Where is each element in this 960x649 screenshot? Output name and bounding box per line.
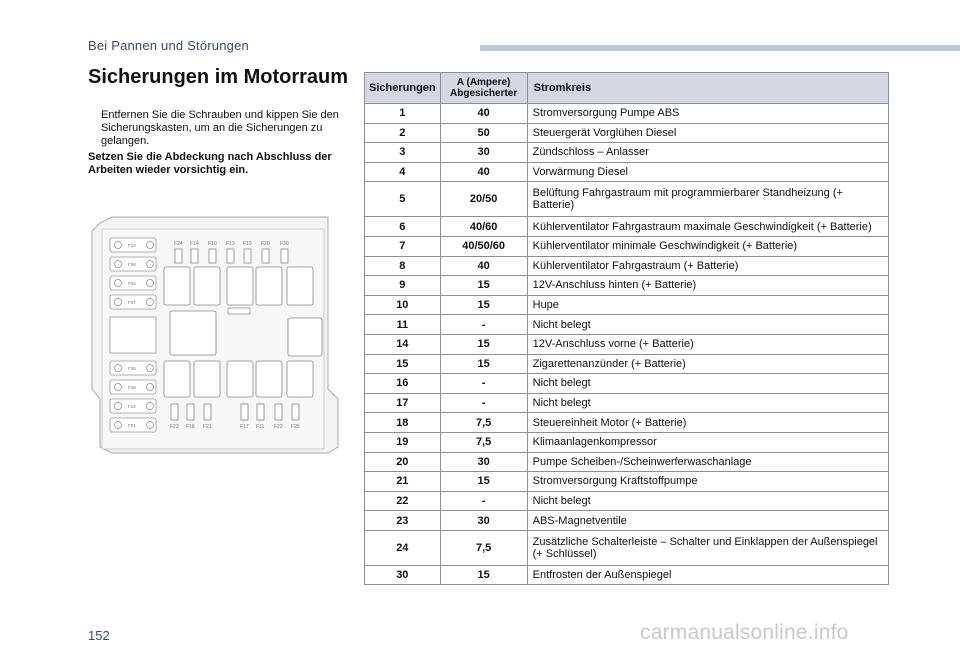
fuse-circuit-text: 12V-Anschluss vorne (+ Batterie)	[532, 338, 694, 351]
mini-fuse	[262, 249, 269, 263]
relay	[287, 361, 313, 397]
fuse-label: F13	[226, 241, 235, 247]
fuse-label: F22	[274, 424, 283, 430]
fuse-number: 15	[365, 354, 441, 374]
mini-fuse	[244, 249, 251, 263]
mini-fuse	[228, 308, 250, 314]
fuse-circuit	[527, 276, 888, 296]
mini-fuse	[191, 249, 198, 263]
relay	[194, 267, 220, 305]
page-title: Sicherungen im Motorraum	[88, 66, 349, 88]
table-row	[365, 491, 889, 511]
fuse-label: F18	[186, 424, 195, 430]
fuse-label: F11	[256, 424, 265, 430]
fuse-circuit	[527, 393, 888, 413]
watermark: carmanualsonline.info	[640, 621, 849, 644]
table-row	[365, 374, 889, 394]
instruction	[88, 109, 340, 148]
table-row	[365, 565, 889, 585]
relay	[164, 267, 190, 305]
table-row	[365, 162, 889, 182]
fuse-circuit-text: Kühlerventilator Fahrgastraum maximale Geschwindigkeit (+ Batterie)	[532, 220, 872, 233]
fuse-ampere: 15	[440, 565, 527, 585]
mini-fuse	[292, 404, 299, 420]
fuse-circuit	[527, 143, 888, 163]
fuse-label: F38	[128, 385, 136, 390]
fuse-label: F36	[128, 366, 136, 371]
page-number: 152	[88, 628, 110, 643]
note: Setzen Sie die Abdeckung nach Abschluss der Arbeiten wieder vorsichtig ein.	[88, 151, 332, 176]
header-ampere-line2: Abgesicherter	[450, 88, 518, 99]
fuse-number: 23	[365, 511, 441, 531]
fuse-number: 10	[365, 295, 441, 315]
fuse-circuit	[527, 530, 888, 565]
fuse-circuit	[527, 413, 888, 433]
mini-fuse	[241, 404, 248, 420]
table-header-row	[365, 73, 889, 104]
fuse-box-diagram	[90, 211, 340, 456]
table-row	[365, 143, 889, 163]
fuse-ampere: -	[440, 491, 527, 511]
fuse-number: 3	[365, 143, 441, 163]
fuse-number: 14	[365, 334, 441, 354]
instruction-text: Entfernen Sie die Schrauben und kippen Sie den Sicherungskasten, um an die Sicherungen zu gelangen.	[101, 109, 339, 147]
relay	[227, 361, 253, 397]
fuse-number: 5	[365, 182, 441, 217]
fuse-ampere: -	[440, 393, 527, 413]
fuse-circuit	[527, 182, 888, 217]
table-row	[365, 276, 889, 296]
table-row	[365, 295, 889, 315]
table-row	[365, 413, 889, 433]
mini-fuse	[204, 404, 211, 420]
fuse-label: F10	[208, 241, 217, 247]
fuse-circuit	[527, 565, 888, 585]
fuse-number: 7	[365, 236, 441, 256]
fuse-circuit-text: Zündschloss – Anlasser	[532, 146, 649, 159]
fuse-ampere: 40/60	[440, 217, 527, 237]
fuse-number: 9	[365, 276, 441, 296]
table-row	[365, 123, 889, 143]
fuse-circuit-text: 12V-Anschluss hinten (+ Batterie)	[532, 279, 697, 292]
fuse-circuit-text: Steuereinheit Motor (+ Batterie)	[532, 416, 687, 429]
fuse-number: 17	[365, 393, 441, 413]
fuse-circuit-text: Nicht belegt	[532, 397, 591, 410]
fuse-number: 21	[365, 472, 441, 492]
header-fuses: Sicherungen	[365, 73, 441, 104]
table-row	[365, 334, 889, 354]
fuse-ampere: 15	[440, 276, 527, 296]
fuse-number: 16	[365, 374, 441, 394]
fuse-label: F17	[240, 424, 249, 430]
table-row	[365, 182, 889, 217]
fuse-circuit-text: Belüftung Fahrgastraum mit programmierbarer Standheizung (+ Batterie)	[532, 187, 843, 212]
mini-fuse	[175, 249, 182, 263]
fuse-circuit	[527, 511, 888, 531]
fuse-table	[364, 72, 889, 585]
fuse-ampere: 30	[440, 452, 527, 472]
fuse-ampere: -	[440, 315, 527, 335]
relay	[256, 361, 282, 397]
fuse-number: 11	[365, 315, 441, 335]
fuse-ampere: 7,5	[440, 432, 527, 452]
mini-fuse	[209, 249, 216, 263]
fuse-number: 20	[365, 452, 441, 472]
fuse-number: 6	[365, 217, 441, 237]
fuse-circuit-text: Kühlerventilator Fahrgastraum (+ Batterie)	[532, 259, 739, 272]
fuse-circuit-text: Pumpe Scheiben-/Scheinwerferwaschanlage	[532, 455, 752, 468]
relay	[164, 361, 190, 397]
fuse-label: F37	[128, 300, 136, 305]
table-row	[365, 256, 889, 276]
fuse-ampere: 15	[440, 334, 527, 354]
fuse-circuit-text: Nicht belegt	[532, 318, 591, 331]
table-row	[365, 217, 889, 237]
fuse-circuit	[527, 236, 888, 256]
fuse-circuit	[527, 162, 888, 182]
fuse-label: F34	[128, 281, 136, 286]
fuse-label: F14	[190, 241, 199, 247]
fuse-ampere: 7,5	[440, 530, 527, 565]
relay	[256, 267, 282, 305]
fuse-circuit-text: Vorwärmung Diesel	[532, 166, 628, 179]
fuse-circuit-text: Steuergerät Vorglühen Diesel	[532, 126, 677, 139]
fuse-circuit-text: Klimaanlagenkompressor	[532, 436, 657, 449]
mini-fuse	[187, 404, 194, 420]
fuse-ampere: 30	[440, 511, 527, 531]
fuse-circuit	[527, 334, 888, 354]
fuse-label: F19	[243, 241, 252, 247]
fuse-number: 18	[365, 413, 441, 433]
fuse-label: F01	[128, 423, 136, 428]
fuse-number: 1	[365, 104, 441, 124]
fuse-circuit-text: Nicht belegt	[532, 494, 591, 507]
table-row	[365, 511, 889, 531]
fuse-number: 19	[365, 432, 441, 452]
fuse-label: F23	[170, 424, 179, 430]
fuse-label: F30	[280, 241, 289, 247]
fuse-number: 8	[365, 256, 441, 276]
fuse-circuit	[527, 432, 888, 452]
header-bar	[480, 45, 960, 51]
fuse-label: F08	[128, 262, 136, 267]
header-ampere	[440, 73, 527, 104]
fuse-label: F21	[203, 424, 212, 430]
fuse-circuit-text: Nicht belegt	[532, 377, 591, 390]
relay	[194, 361, 220, 397]
fuse-ampere: 50	[440, 123, 527, 143]
fuse-ampere: 40	[440, 104, 527, 124]
fuse-holder-block	[110, 317, 156, 353]
fuse-circuit	[527, 217, 888, 237]
fuse-label: F32	[128, 404, 136, 409]
fuse-number: 24	[365, 530, 441, 565]
fuse-circuit-text: ABS-Magnetventile	[532, 514, 627, 527]
fuse-ampere: 15	[440, 354, 527, 374]
fuse-number: 30	[365, 565, 441, 585]
relay	[288, 318, 322, 356]
relay	[227, 267, 253, 305]
fuse-circuit-text: Entfrosten der Außenspiegel	[532, 569, 672, 582]
fuse-circuit-text: Kühlerventilator minimale Geschwindigkeit (+ Batterie)	[532, 240, 798, 253]
header-circuit: Stromkreis	[527, 73, 888, 104]
table-row	[365, 393, 889, 413]
fuse-circuit	[527, 123, 888, 143]
table-row	[365, 236, 889, 256]
fuse-label: F20	[261, 241, 270, 247]
table-row	[365, 432, 889, 452]
mini-fuse	[171, 404, 178, 420]
fuse-circuit	[527, 315, 888, 335]
fuse-label: F24	[174, 241, 183, 247]
fuse-number: 4	[365, 162, 441, 182]
fuse-circuit	[527, 104, 888, 124]
table-row	[365, 104, 889, 124]
fuse-circuit-text: Hupe	[532, 299, 559, 312]
fuse-circuit-text: Zusätzliche Schalterleiste – Schalter und Einklappen der Außenspiegel	[532, 535, 878, 548]
fuse-ampere: 40/50/60	[440, 236, 527, 256]
fuse-number: 2	[365, 123, 441, 143]
fuse-label: F22	[128, 243, 136, 248]
fuse-number: 22	[365, 491, 441, 511]
mini-fuse	[227, 249, 234, 263]
fuse-circuit	[527, 354, 888, 374]
fuse-circuit	[527, 452, 888, 472]
fuse-circuit-text: Zigarettenanzünder (+ Batterie)	[532, 357, 686, 370]
mini-fuse	[257, 404, 264, 420]
fuse-ampere: 15	[440, 472, 527, 492]
mini-fuse	[275, 404, 282, 420]
fuse-circuit	[527, 472, 888, 492]
fuse-ampere: 40	[440, 162, 527, 182]
table-row	[365, 354, 889, 374]
fuse-ampere: 15	[440, 295, 527, 315]
table-row	[365, 315, 889, 335]
fuse-ampere: 7,5	[440, 413, 527, 433]
fuse-ampere: 40	[440, 256, 527, 276]
mini-fuse	[281, 249, 288, 263]
header-ampere-line1: A (Ampere)	[456, 77, 511, 88]
fuse-circuit	[527, 295, 888, 315]
table-row	[365, 452, 889, 472]
fuse-circuit-text-line2: (+ Schlüssel)	[532, 547, 597, 560]
fuse-circuit	[527, 374, 888, 394]
fuse-circuit-text: Stromversorgung Pumpe ABS	[532, 107, 680, 120]
fuse-circuit	[527, 256, 888, 276]
fuse-circuit	[527, 491, 888, 511]
section-header: Bei Pannen und Störungen	[88, 38, 249, 53]
fuse-circuit-text: Stromversorgung Kraftstoffpumpe	[532, 475, 698, 488]
relay-large	[170, 311, 216, 355]
fuse-label: F25	[291, 424, 300, 430]
fuse-ampere: -	[440, 374, 527, 394]
table-row	[365, 530, 889, 565]
table-row	[365, 472, 889, 492]
fuse-ampere: 20/50	[440, 182, 527, 217]
relay	[287, 267, 313, 305]
fuse-ampere: 30	[440, 143, 527, 163]
